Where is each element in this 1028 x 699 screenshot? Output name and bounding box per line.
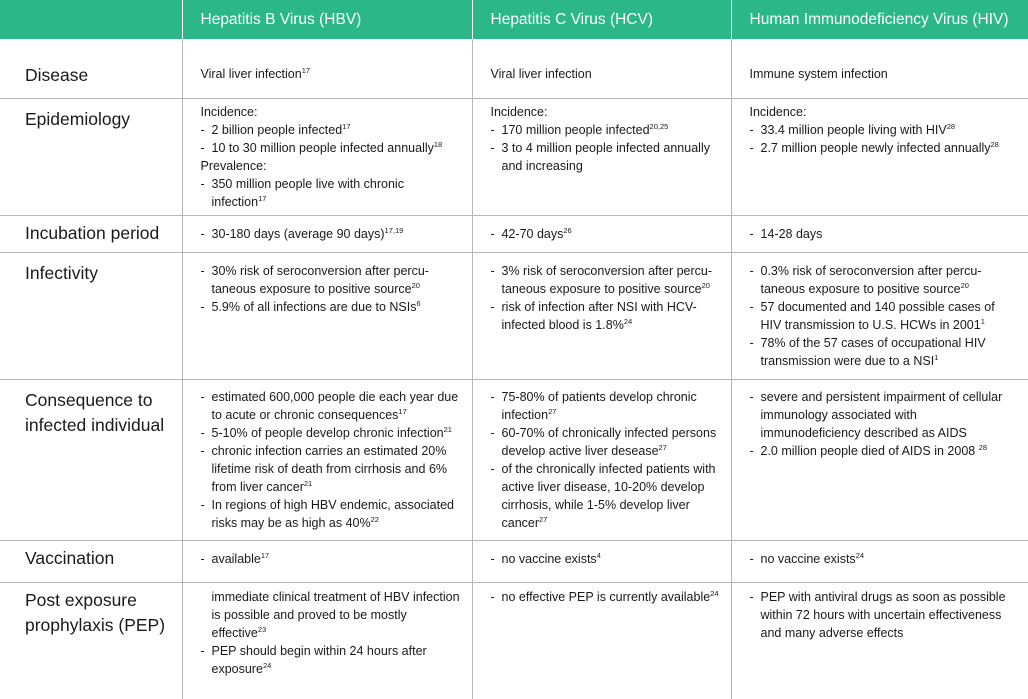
list-item: [201, 139, 462, 157]
reference-superscript: 23: [257, 624, 267, 634]
text: Viral liver infection: [490, 67, 592, 81]
list-item-text: severe and persistent impairment of cellular immunology associated with immunodeficiency described as AIDS: [760, 389, 1003, 440]
list-item: [750, 298, 1019, 334]
row-incubation: [0, 215, 1028, 252]
list-item: [201, 424, 462, 442]
reference-superscript: 21: [443, 424, 452, 434]
reference-superscript: 1: [934, 352, 939, 362]
reference-superscript: 4: [596, 550, 601, 560]
cell-consequence-hbv: [182, 379, 472, 540]
cell-infectivity-hcv: [472, 252, 731, 379]
cell-pep-hbv: [182, 582, 472, 699]
list-item-text: 5.9% of all infections are due to NSIs: [211, 299, 417, 314]
header-row: [0, 0, 1028, 39]
list-item: [491, 424, 721, 460]
list-item: [201, 121, 462, 139]
cell-epidemiology-hcv: [472, 98, 731, 215]
reference-superscript: 28: [990, 139, 999, 149]
subheading: Incidence:: [200, 104, 258, 119]
reference-superscript: 18: [433, 139, 443, 149]
cell-incubation-hbv: [182, 215, 472, 252]
reference-superscript: 28: [946, 121, 956, 131]
list-item: [491, 262, 721, 298]
list-item-text: 75-80% of patients develop chronic infection: [501, 389, 697, 422]
list-item-text: 42-70 days: [501, 226, 564, 241]
list-item-text: PEP should begin within 24 hours after exposure: [211, 643, 427, 676]
row-label-pep: Post exposure prophylaxis (PEP): [0, 582, 182, 699]
reference-superscript: 26: [563, 225, 572, 235]
list-item: [491, 298, 721, 334]
cell-vaccination-hcv: [472, 540, 731, 582]
list-item: [491, 388, 721, 424]
cell-infectivity-hiv: [731, 252, 1028, 379]
header-hcv: Hepatitis C Virus (HCV): [472, 0, 731, 39]
list-item-text: 60-70% of chronically infected persons develop active liver desease: [501, 425, 717, 458]
list-item: [201, 175, 462, 211]
list-item: [201, 496, 462, 532]
cell-pep-hiv: [731, 582, 1028, 699]
list-item: [750, 442, 1019, 460]
list-item: [750, 262, 1019, 298]
list-item-text: 170 million people infected: [501, 122, 650, 137]
list-item: [750, 225, 1019, 243]
cell-consequence-hiv: [731, 379, 1028, 540]
row-infectivity: [0, 252, 1028, 379]
reference-superscript: 17: [258, 193, 267, 203]
cell-disease-hiv: [731, 39, 1028, 98]
reference-superscript: 28: [978, 442, 988, 452]
reference-superscript: 27: [548, 406, 557, 416]
list-item-text: no vaccine exists: [501, 551, 597, 566]
list-item: [201, 642, 462, 678]
reference-superscript: 24: [623, 316, 633, 326]
list-item: [750, 334, 1019, 370]
reference-superscript: 24: [710, 588, 719, 598]
list-item-text: immediate clinical treatment of HBV infection is possible and proved to be mostly effective: [211, 589, 460, 640]
cell-incubation-hcv: [472, 215, 731, 252]
list-item: [491, 588, 721, 606]
list-item: [750, 139, 1019, 157]
list-item-text: 3% risk of seroconversion after percu-taneous exposure to positive source: [501, 263, 713, 296]
list-item-text: estimated 600,000 people die each year due to acute or chronic consequences: [211, 389, 459, 422]
row-label-disease: Disease: [25, 65, 89, 85]
list-item-text: In regions of high HBV endemic, associated risks may be as high as 40%: [211, 497, 454, 530]
reference-superscript: 24: [855, 550, 865, 560]
row-label-infectivity: Infectivity: [0, 252, 182, 379]
reference-superscript: 24: [262, 660, 272, 670]
cell-disease-hcv: [472, 39, 731, 98]
cell-incubation-hiv: [731, 215, 1028, 252]
list-item-text: 14-28 days: [760, 226, 823, 241]
cell-pep-hcv: [472, 582, 731, 699]
list-item: [201, 388, 462, 424]
list-item-text: PEP with antiviral drugs as soon as possible within 72 hours with uncertain effectiveness and many adverse effects: [760, 589, 1006, 640]
row-label-epidemiology: Epidemiology: [0, 98, 182, 215]
list-item-text: 78% of the 57 cases of occupational HIV transmission were due to a NSI: [760, 335, 986, 368]
list-item-text: chronic infection carries an estimated 20% lifetime risk of death from cirrhosis and 6% from liver cancer: [211, 443, 448, 494]
reference-superscript: 17,19: [384, 225, 404, 235]
subheading: Prevalence:: [200, 158, 267, 173]
list-item-text: 10 to 30 million people infected annually: [211, 140, 434, 155]
list-item: [201, 262, 462, 298]
reference-superscript: 20: [701, 280, 710, 290]
list-item: [201, 588, 462, 642]
list-item: [491, 460, 721, 532]
subheading: Incidence:: [749, 104, 807, 119]
list-item: [491, 121, 721, 139]
cell-consequence-hcv: [472, 379, 731, 540]
reference-superscript: 21: [303, 478, 313, 488]
list-item-text: 30-180 days (average 90 days): [211, 226, 385, 241]
list-item-text: 0.3% risk of seroconversion after percu-taneous exposure to positive source: [760, 263, 982, 296]
list-item-text: 350 million people live with chronic infection: [211, 176, 404, 209]
row-label-incubation: Incubation period: [0, 215, 182, 252]
list-item-text: 30% risk of seroconversion after percu-taneous exposure to positive source: [211, 263, 429, 296]
list-item-text: 3 to 4 million people infected annually and increasing: [501, 140, 710, 173]
text: Viral liver infection: [200, 67, 302, 81]
header-hiv: Human Immunodeficiency Virus (HIV): [731, 0, 1028, 39]
cell-epidemiology-hiv: [731, 98, 1028, 215]
reference-superscript: 17: [342, 121, 351, 131]
reference-superscript: 17: [260, 550, 270, 560]
list-item: [750, 550, 1019, 568]
list-item-text: 2.7 million people newly infected annually: [760, 140, 991, 155]
list-item-text: available: [211, 551, 261, 566]
list-item-text: 2.0 million people died of AIDS in 2008: [760, 443, 976, 458]
list-item: [491, 139, 721, 175]
reference-superscript: 1: [980, 316, 985, 326]
header-hbv: Hepatitis B Virus (HBV): [182, 0, 472, 39]
reference-superscript: 20: [411, 280, 420, 290]
cell-vaccination-hbv: [182, 540, 472, 582]
row-pep: [0, 582, 1028, 699]
list-item-text: 2 billion people infected: [211, 122, 343, 137]
reference-superscript: 17: [398, 406, 407, 416]
list-item: [491, 550, 721, 568]
row-vaccination: [0, 540, 1028, 582]
list-item: [201, 298, 462, 316]
subheading: Incidence:: [490, 104, 548, 119]
reference-superscript: 20: [960, 280, 969, 290]
row-disease: [0, 39, 1028, 98]
cell-infectivity-hbv: [182, 252, 472, 379]
ref: 17: [301, 66, 311, 75]
list-item-text: no vaccine exists: [760, 551, 856, 566]
row-epidemiology: [0, 98, 1028, 215]
list-item: [201, 442, 462, 496]
row-label-consequence: Consequence to infected individual: [0, 379, 182, 540]
reference-superscript: 22: [370, 514, 379, 524]
list-item: [750, 388, 1019, 442]
reference-superscript: 27: [539, 514, 548, 524]
list-item: [750, 588, 1019, 642]
reference-superscript: 20,25: [649, 121, 669, 131]
list-item-text: 57 documented and 140 possible cases of HIV transmission to U.S. HCWs in 2001: [760, 299, 995, 332]
list-item-text: no effective PEP is currently available: [501, 589, 711, 604]
reference-superscript: 6: [416, 298, 421, 308]
list-item: [750, 121, 1019, 139]
row-consequence: [0, 379, 1028, 540]
cell-vaccination-hiv: [731, 540, 1028, 582]
list-item-text: risk of infection after NSI with HCV-infected blood is 1.8%: [501, 299, 697, 332]
cell-disease-hbv: [182, 39, 472, 98]
header-corner: [0, 0, 182, 39]
text: Immune system infection: [749, 67, 888, 81]
row-label-vaccination: Vaccination: [0, 540, 182, 582]
list-item: [201, 225, 462, 243]
reference-superscript: 27: [658, 442, 667, 452]
cell-epidemiology-hbv: [182, 98, 472, 215]
list-item-text: 33.4 million people living with HIV: [760, 122, 947, 137]
list-item-text: of the chronically infected patients with active liver disease, 10-20% develop cirrhosis, while 1-5% develop liver cancer: [501, 461, 716, 530]
list-item-text: 5-10% of people develop chronic infection: [211, 425, 444, 440]
list-item: [201, 550, 462, 568]
list-item: [491, 225, 721, 243]
